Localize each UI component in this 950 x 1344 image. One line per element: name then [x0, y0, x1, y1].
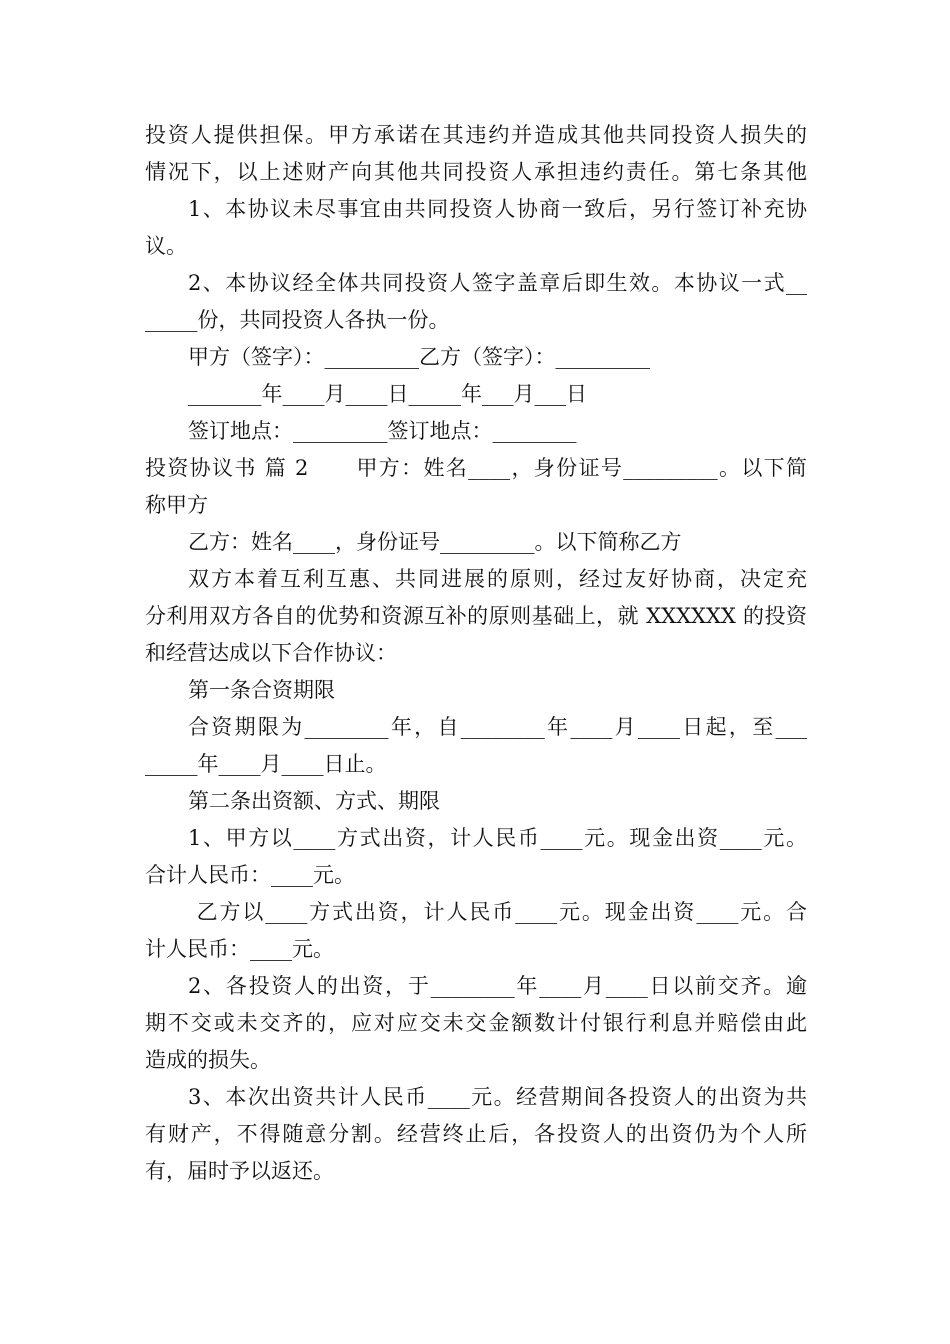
article-heading: 第二条出资额、方式、期限 — [188, 789, 440, 813]
text-line: 期不交或未交齐的，应对应交未交金额数计付银行利息并赔偿由此 — [145, 1011, 807, 1035]
text-line: 造成的损失。 — [145, 1048, 271, 1072]
text-line: 1、甲方以____方式出资，计人民币____元。现金出资____元。 — [188, 826, 807, 850]
date-line: _______年____月____日_____年___月___日 — [188, 382, 587, 406]
signing-place-line: 签订地点：_________签订地点：________ — [188, 419, 577, 443]
article-heading: 第一条合资期限 — [188, 678, 335, 702]
text-line: 分利用双方各自的优势和资源互补的原则基础上，就 XXXXXX 的投资 — [145, 604, 807, 628]
text-line: 有，届时予以返还。 — [145, 1159, 334, 1183]
text-line: 情况下，以上述财产向其他共同投资人承担违约责任。第七条其他 — [145, 160, 807, 184]
text-line: _____份，共同投资人各执一份。 — [145, 308, 450, 332]
text-line: 称甲方 — [145, 493, 208, 517]
text-line: 1、本协议未尽事宜由共同投资人协商一致后，另行签订补充协 — [188, 197, 807, 221]
text-line: 双方本着互利互惠、共同进展的原则，经过友好协商，决定充 — [188, 567, 807, 591]
text-line: 议。 — [145, 234, 187, 258]
text-line: 合资期限为________年，自________年____月____日起，至___ — [188, 715, 807, 739]
text-line: 计人民币：____元。 — [145, 937, 334, 961]
text-line: 3、本次出资共计人民币____元。经营期间各投资人的出资为共 — [188, 1085, 807, 1109]
document-page — [145, 117, 807, 1190]
text-line: 2、本协议经全体共同投资人签字盖章后即生效。本协议一式__ — [188, 271, 807, 295]
text-line: 和经营达成以下合作协议： — [145, 641, 397, 665]
text-line: 乙方：姓名____，身份证号_________。以下简称乙方 — [188, 530, 682, 554]
text-line: _____年____月____日止。 — [145, 752, 387, 776]
text-line: 乙方以____方式出资，计人民币____元。现金出资____元。合 — [188, 900, 807, 924]
text-line: 2、各投资人的出资，于________年____月____日以前交齐。逾 — [188, 974, 807, 998]
text-line: 合计人民币：____元。 — [145, 863, 355, 887]
text-line: 有财产，不得随意分割。经营终止后，各投资人的出资仍为个人所 — [145, 1122, 807, 1146]
text-line: 投资人提供担保。甲方承诺在其违约并造成其他共同投资人损失的 — [145, 123, 807, 147]
signature-line: 甲方（签字）：_________乙方（签字）：_________ — [188, 345, 650, 369]
section-heading-line: 投资协议书 篇 2 甲方：姓名____，身份证号_________。以下简 — [145, 456, 807, 480]
